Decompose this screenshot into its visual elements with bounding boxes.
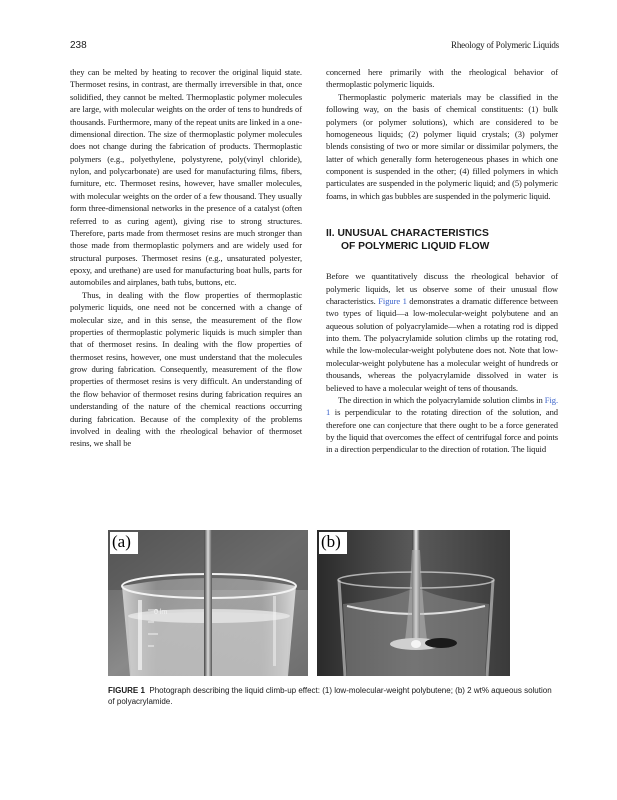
beaker-mark-label: 0 lm bbox=[154, 609, 168, 616]
section-heading-line1: II. UNUSUAL CHARACTERISTICS bbox=[326, 228, 489, 240]
figure-caption bbox=[108, 685, 558, 707]
paragraph: Thus, in dealing with the flow properties of thermoplastic polymeric liquids, one need not be concerned with a change of molecular size, and in this sense, the measurement of the flow properties of thermoplastic polymeric liquids is much simpler than that of thermoset resins. In dealing with the flow properties of thermoset resins, however, one must understand that the molecules grow during fabrication. Consequently, measurement of the flow properties of thermoset resins is very difficult. An understanding of the flow behavior of thermoset resins during fabrication requires an understanding of the nature of the chemical reactions occurring during fabrication. Because of the complexity of the problems involved in dealing with the rheological behavior of thermoset resins, we shall be bbox=[70, 289, 302, 449]
caption-text: Photograph describing the liquid climb-up effect: (1) low-molecular-weight polybutene; (b) 2 wt% aqueous solution of polyacrylamide. bbox=[108, 686, 552, 706]
figure-1-link[interactable]: Figure 1 bbox=[378, 295, 407, 306]
paragraph: Thermoplastic polymeric materials may be classified in the following way, on the basis of chemical constituents: (1) bulk polymers (or polymer solutions), which are considered to be homogeneous liquids; (2) polymer liquid crystals; (3) polymer blends consisting of two or more similar or dissimilar polymers, the latter of which generally form heterogeneous phases in which one component is suspended in the other; (4) filled polymers in which particulates are suspended in the polymeric liquid; and (5) polymeric foams, in which gas bubbles are suspended in the polymeric liquid. bbox=[326, 91, 558, 201]
figure-1 bbox=[108, 530, 558, 676]
right-column bbox=[326, 66, 558, 456]
caption-label: FIGURE 1 bbox=[108, 686, 145, 695]
section-heading bbox=[326, 227, 558, 253]
page-number: 238 bbox=[70, 40, 87, 51]
photo-polyacrylamide bbox=[317, 530, 510, 676]
page-header bbox=[70, 40, 559, 54]
running-title: Rheology of Polymeric Liquids bbox=[451, 40, 559, 50]
left-column bbox=[70, 66, 302, 450]
paragraph: Before we quantitatively discuss the rheological behavior of polymeric liquids, let us observe some of their unusual flow characteristics. Figure 1 demonstrates a dramatic difference between two types of liquid—a low-molecular-weight polybutene and an aqueous solution of polyacrylamide—when a rotating rod is dipped into them. The polyacrylamide solution climbs up the rotating rod, while the low-molecular-weight polybutene does not. Note that low-molecular-weight polybutene has a molecular weight of hundreds or thousands, whereas the polyacrylamide dissolved in water is believed to have a molecular weight of tens of thousands. bbox=[326, 271, 558, 393]
fig-1-link[interactable]: Fig. 1 bbox=[326, 394, 558, 418]
paragraph: they can be melted by heating to recover the original liquid state. Thermoset resins, in contrast, are thermally irreversible in that, once solidified, they cannot be melted. Thermoplastic polymer molecules are large, with molecular weights on the order of tens to hundreds of thousands. Furthermore, many of the repeat units are linked in a one-dimensional direction. The size of thermoplastic polymer molecules does not change during the fabrication of products. Thermoplastic polymers (e.g., polyethylene, polystyrene, poly(vinyl chloride), nylon, and polycarbonate) are used for manufacturing films, fibers, furniture, etc. Thermoset resins, however, have smaller molecules, with molecular weights on the order of a few thousand. They usually form three-dimensional networks in the presence of a catalyst (often referred to as curing agent), giving rise to strong structures. Therefore, parts made from thermoset resins are much stronger than those made from thermoplastic polymers and are widely used for structural purposes. Thermoset resins (e.g., unsaturated polyester, epoxy, and urethane) are used for manufacturing boat hulls, parts for automobiles and airplanes, bath tubs, buttons, etc. bbox=[70, 67, 302, 288]
paragraph: concerned here primarily with the rheological behavior of thermoplastic polymeric liquids. bbox=[326, 67, 558, 90]
section-heading-line2: OF POLYMERIC LIQUID FLOW bbox=[341, 241, 490, 253]
panel-label-b: (b) bbox=[321, 532, 341, 551]
paragraph: The direction in which the polyacrylamide solution climbs in Fig. 1 is perpendicular to the rotating direction of the solution, and therefore one can conjecture that there ought to be a force generated by the liquid that overcomes the effect of centrifugal force and points in a direction perpendicular to the direction of rotation. The liquid bbox=[326, 394, 558, 455]
photo-polybutene bbox=[108, 530, 308, 676]
panel-label-a: (a) bbox=[112, 532, 131, 551]
